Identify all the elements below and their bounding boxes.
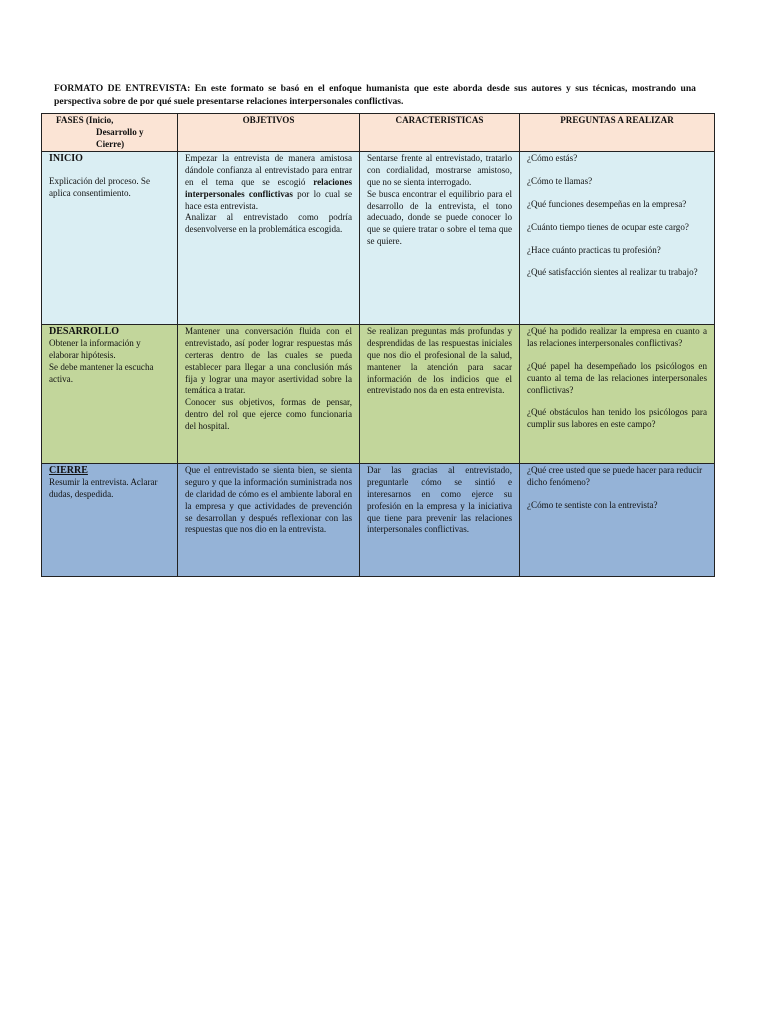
intro-text: En este formato se basó en el enfoque humanista que este aborda desde sus autores y sus técnicas, mostrando una perspectiva sobre de por qué suele presentarse relaciones interpersonales conflictivas. [54,83,696,107]
intro-paragraph [54,82,696,108]
question-item: ¿Qué papel ha desempeñado los psicólogos en cuanto al tema de las relaciones interpersonales conflictivas? [527,360,707,395]
inicio-fase-text: Explicación del proceso. Se aplica consentimiento. [49,176,151,198]
desarrollo-objetivos-cell: Mantener una conversación fluida con el entrevistado, así poder lograr respuestas más certeras dentro de las cuales se pueda establecer para llegar a una conclusión más fija y lograr una mayor asertividad sobre la temática a tratar. Conocer sus objetivos, formas de pensar, dentro del rol que ejerce como funcionaria del hospital. [178,325,360,464]
question-item: ¿Cómo te llamas? [527,176,593,187]
header-preguntas: PREGUNTAS A REALIZAR [520,114,715,152]
interview-format-table [41,113,715,577]
question-item: ¿Qué cree usted que se puede hacer para reducir dicho fenómeno? [527,465,703,488]
cierre-objetivos-cell: Que el entrevistado se sienta bien, se sienta seguro y que la información suministrada nos de claridad de cómo es el ambiente laboral en la empresa y que actividades de prevención se desarrollan y después reflexionar con las respuestas que nos dio en la entrevista. [178,464,360,577]
desarrollo-caracteristicas-cell: Se realizan preguntas más profundas y desprendidas de las respuestas iniciales que nos dio el profesional de la salud, mantener la atención para sacar información de los indicios que el entrevistado nos da en esta entrevista. [360,325,520,464]
header-fases: FASES (Inicio, Desarrollo y Cierre) [42,114,178,152]
desarrollo-preguntas-cell [520,325,715,464]
question-item: ¿Qué satisfacción sientes al realizar tu trabajo? [527,267,698,278]
question-item: ¿Qué obstáculos han tenido los psicólogos para cumplir sus labores en este campo? [527,407,707,430]
question-item: ¿Qué ha podido realizar la empresa en cuanto a las relaciones interpersonales conflictivas? [527,326,707,349]
header-objetivos: OBJETIVOS [178,114,360,152]
inicio-fase-cell [42,152,178,325]
table-row-inicio [42,152,715,325]
intro-label: FORMATO DE ENTREVISTA: [54,83,191,94]
table-row-desarrollo [42,325,715,464]
phase-name-cierre: CIERRE [49,465,88,477]
question-item: ¿Cuánto tiempo tienes de ocupar este cargo? [527,221,689,232]
desarrollo-fase-cell: DESARROLLO Obtener la información y elaborar hipótesis. Se debe mantener la escucha activa. [42,325,178,464]
inicio-preguntas-cell [520,152,715,325]
table-header-row [42,114,715,152]
highlight-term: relaciones interpersonales conflictivas [185,176,352,199]
question-item: ¿Hace cuánto practicas tu profesión? [527,244,661,255]
inicio-caracteristicas-cell: Sentarse frente al entrevistado, tratarlo con cordialidad, mostrarse amistoso, que no se sienta interrogado. Se busca encontrar el equilibrio para el desarrollo de la entrevista, el tono adecuado, donde se puede conocer lo que se quiere tratar o sobre el tema que se quiere. [360,152,520,325]
cierre-preguntas-cell [520,464,715,577]
table-row-cierre [42,464,715,577]
cierre-fase-cell: CIERRE Resumir la entrevista. Aclarar dudas, despedida. [42,464,178,577]
phase-name-inicio: INICIO [49,153,83,165]
cierre-caracteristicas-cell: Dar las gracias al entrevistado, preguntarle cómo se sintió e interesarnos en como ejerce su profesión en la empresa y la iniciativa que tiene para prevenir las relaciones interpersonales conflictivas. [360,464,520,577]
question-item: ¿Qué funciones desempeñas en la empresa? [527,198,687,209]
inicio-objetivos-cell: Empezar la entrevista de manera amistosa dándole confianza al entrevistado para entrar en el tema que se escogió relaciones interpersonales conflictivas por lo cual se hace esta entrevista. Analizar al entrevistado como podría desenvolverse en la problemática escogida. [178,152,360,325]
question-item: ¿Cómo te sentiste con la entrevista? [527,499,658,510]
header-caracteristicas: CARACTERISTICAS [360,114,520,152]
phase-name-desarrollo: DESARROLLO [49,326,120,338]
question-item: ¿Cómo estás? [527,153,578,164]
